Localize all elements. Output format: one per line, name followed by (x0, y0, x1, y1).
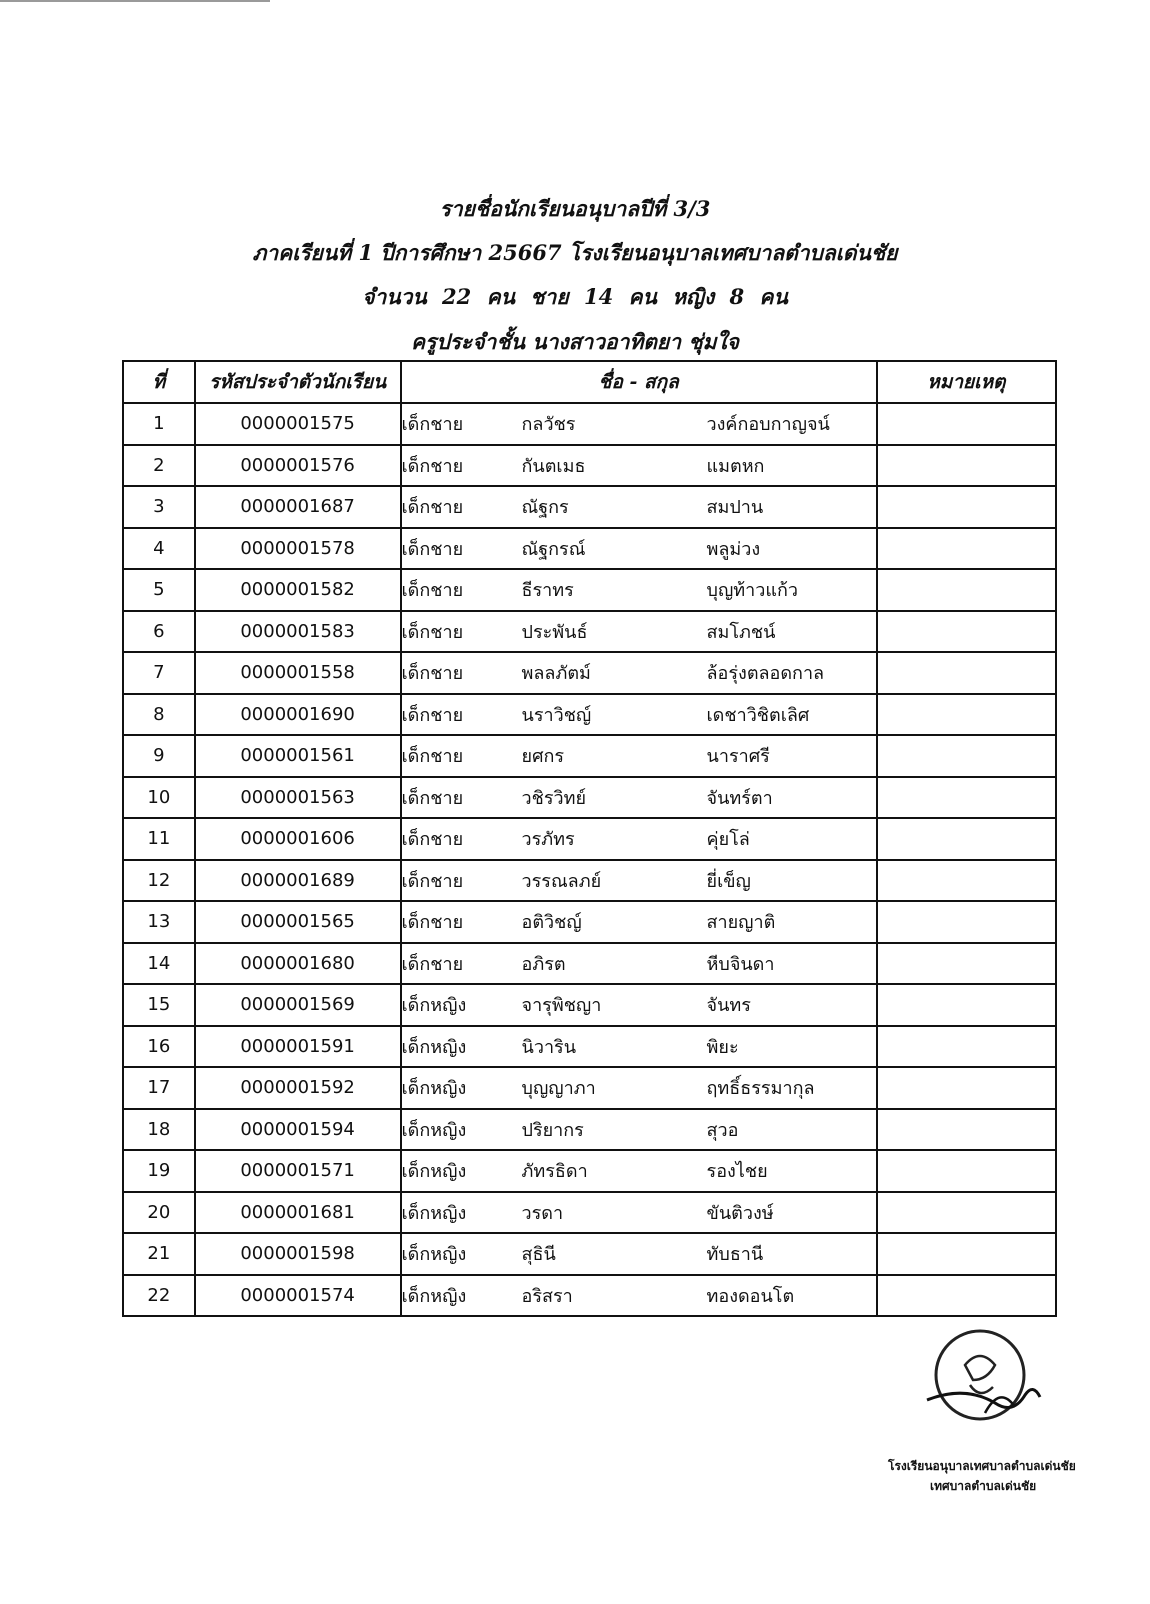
name-prefix: เด็กชาย (401, 787, 464, 809)
table-row (123, 1192, 1056, 1234)
student-full-name (401, 777, 877, 819)
row-number: 1 (123, 403, 195, 445)
student-full-name (401, 1067, 877, 1109)
first-name: นราวิชญ์ (521, 704, 592, 726)
note-cell (877, 611, 1056, 653)
name-prefix: เด็กชาย (401, 497, 464, 519)
name-prefix: เด็กชาย (401, 704, 464, 726)
student-full-name (401, 1192, 877, 1234)
last-name: สมปาน (706, 497, 764, 519)
last-name: คุ่ยโล่ (706, 829, 750, 851)
first-name: พลลภัตม์ (521, 663, 591, 685)
note-cell (877, 694, 1056, 736)
table-row (123, 1150, 1056, 1192)
student-full-name (401, 1150, 877, 1192)
student-id: 0000001690 (195, 694, 401, 736)
name-prefix: เด็กชาย (401, 953, 464, 975)
name-prefix: เด็กชาย (401, 538, 464, 560)
homeroom-teacher: ครูประจำชั้น นางสาวอาทิตยา ชุ่มใจ (411, 329, 739, 354)
student-full-name (401, 694, 877, 736)
student-id: 0000001578 (195, 528, 401, 570)
first-name: ปริยากร (521, 1119, 584, 1141)
name-prefix: เด็กชาย (401, 746, 464, 768)
note-cell (877, 486, 1056, 528)
student-full-name (401, 943, 877, 985)
name-prefix: เด็กหญิง (401, 1244, 467, 1266)
student-id: 0000001582 (195, 569, 401, 611)
last-name: หีบจินดา (706, 953, 775, 975)
row-number: 3 (123, 486, 195, 528)
row-number: 19 (123, 1150, 195, 1192)
row-number: 13 (123, 901, 195, 943)
table-row (123, 984, 1056, 1026)
student-id: 0000001598 (195, 1233, 401, 1275)
row-number: 18 (123, 1109, 195, 1151)
note-cell (877, 1026, 1056, 1068)
name-prefix: เด็กหญิง (401, 1202, 467, 1224)
note-cell (877, 569, 1056, 611)
first-name: อภิรต (521, 953, 566, 975)
table-row (123, 1067, 1056, 1109)
note-cell (877, 1233, 1056, 1275)
student-counts: จำนวน 22 คน ชาย 14 คน หญิง 8 คน (362, 284, 788, 309)
student-full-name (401, 735, 877, 777)
student-id: 0000001689 (195, 860, 401, 902)
table-body (123, 403, 1056, 1316)
first-name: จารุพิชญา (521, 995, 602, 1017)
student-id: 0000001558 (195, 652, 401, 694)
last-name: บุญท้าวแก้ว (706, 580, 798, 602)
student-full-name (401, 1275, 877, 1317)
student-id: 0000001561 (195, 735, 401, 777)
table-header-row (123, 361, 1056, 403)
row-number: 7 (123, 652, 195, 694)
table-row (123, 486, 1056, 528)
name-prefix: เด็กชาย (401, 870, 464, 892)
student-full-name (401, 569, 877, 611)
student-id: 0000001576 (195, 445, 401, 487)
table-row (123, 735, 1056, 777)
table-row (123, 528, 1056, 570)
note-cell (877, 1192, 1056, 1234)
scan-top-line (0, 0, 270, 2)
last-name: จันทร์ตา (706, 787, 773, 809)
note-cell (877, 735, 1056, 777)
last-name: สุวอ (706, 1119, 739, 1141)
table-row (123, 569, 1056, 611)
last-name: วงค์กอบกาญจน์ (706, 414, 830, 436)
table-row (123, 901, 1056, 943)
first-name: วรดา (521, 1202, 564, 1224)
name-prefix: เด็กชาย (401, 829, 464, 851)
student-id: 0000001565 (195, 901, 401, 943)
student-id: 0000001681 (195, 1192, 401, 1234)
last-name: ทองดอนโต (706, 1285, 795, 1307)
row-number: 14 (123, 943, 195, 985)
row-number: 4 (123, 528, 195, 570)
first-name: วรรณลภย์ (521, 870, 602, 892)
first-name: ณัฐกร (521, 497, 569, 519)
name-prefix: เด็กชาย (401, 580, 464, 602)
note-cell (877, 984, 1056, 1026)
last-name: พลูม่วง (706, 538, 761, 560)
row-number: 15 (123, 984, 195, 1026)
student-full-name (401, 984, 877, 1026)
student-full-name (401, 611, 877, 653)
page-title: รายชื่อนักเรียนอนุบาลปีที่ 3/3 (439, 196, 711, 221)
note-cell (877, 652, 1056, 694)
row-number: 5 (123, 569, 195, 611)
row-number: 11 (123, 818, 195, 860)
note-cell (877, 1109, 1056, 1151)
school-seal-stamp (925, 1325, 1045, 1435)
student-id: 0000001569 (195, 984, 401, 1026)
note-cell (877, 403, 1056, 445)
signature-municipality: เทศบาลตำบลเด่นชัย (930, 1479, 1037, 1493)
first-name: กลวัชร (521, 414, 576, 436)
first-name: กันตเมธ (521, 455, 586, 477)
name-prefix: เด็กหญิง (401, 1078, 467, 1100)
name-prefix: เด็กชาย (401, 912, 464, 934)
name-prefix: เด็กชาย (401, 621, 464, 643)
student-id: 0000001606 (195, 818, 401, 860)
last-name: รองไชย (706, 1161, 768, 1183)
note-cell (877, 1150, 1056, 1192)
student-full-name (401, 1233, 877, 1275)
last-name: สายญาติ (706, 912, 776, 934)
row-number: 6 (123, 611, 195, 653)
note-cell (877, 943, 1056, 985)
note-cell (877, 528, 1056, 570)
student-full-name (401, 445, 877, 487)
name-prefix: เด็กชาย (401, 455, 464, 477)
last-name: สมโภชน์ (706, 621, 776, 643)
student-id: 0000001583 (195, 611, 401, 653)
name-prefix: เด็กชาย (401, 414, 464, 436)
last-name: ทับธานี (706, 1244, 764, 1266)
row-number: 9 (123, 735, 195, 777)
last-name: ล้อรุ่งตลอดกาล (706, 663, 825, 685)
table-row (123, 1109, 1056, 1151)
table-row (123, 611, 1056, 653)
row-number: 2 (123, 445, 195, 487)
student-full-name (401, 652, 877, 694)
note-cell (877, 901, 1056, 943)
note-cell (877, 860, 1056, 902)
row-number: 10 (123, 777, 195, 819)
note-cell (877, 1275, 1056, 1317)
student-full-name (401, 1026, 877, 1068)
table-row (123, 943, 1056, 985)
row-number: 12 (123, 860, 195, 902)
note-cell (877, 445, 1056, 487)
last-name: นาราศรี (706, 746, 770, 768)
first-name: สุธินี (521, 1244, 556, 1266)
student-id: 0000001591 (195, 1026, 401, 1068)
table-row (123, 818, 1056, 860)
table-row (123, 860, 1056, 902)
table-row (123, 652, 1056, 694)
first-name: นิวาริน (521, 1036, 577, 1058)
student-id: 0000001687 (195, 486, 401, 528)
student-id: 0000001594 (195, 1109, 401, 1151)
last-name: พิยะ (706, 1036, 739, 1058)
student-full-name (401, 528, 877, 570)
row-number: 8 (123, 694, 195, 736)
last-name: เดชาวิชิตเลิศ (706, 704, 810, 726)
last-name: แมตหก (706, 455, 765, 477)
student-id: 0000001574 (195, 1275, 401, 1317)
student-id: 0000001563 (195, 777, 401, 819)
name-prefix: เด็กหญิง (401, 995, 467, 1017)
last-name: ฤทธิ์ธรรมากุล (706, 1078, 815, 1100)
name-prefix: เด็กหญิง (401, 1285, 467, 1307)
first-name: ณัฐกรณ์ (521, 538, 586, 560)
table-row (123, 694, 1056, 736)
student-full-name (401, 403, 877, 445)
table-row (123, 1275, 1056, 1317)
name-prefix: เด็กหญิง (401, 1119, 467, 1141)
first-name: บุญญาภา (521, 1078, 596, 1100)
first-name: อติวิชญ์ (521, 912, 582, 934)
signature-school-name: โรงเรียนอนุบาลเทศบาลตำบลเด่นชัย (888, 1459, 1076, 1473)
note-cell (877, 818, 1056, 860)
student-roster-table (122, 360, 1057, 1317)
student-full-name (401, 901, 877, 943)
student-full-name (401, 860, 877, 902)
table-row (123, 445, 1056, 487)
first-name: ธีราทร (521, 580, 574, 602)
table-row (123, 403, 1056, 445)
first-name: วชิรวิทย์ (521, 787, 587, 809)
student-id: 0000001680 (195, 943, 401, 985)
column-header-note: หมายเหตุ (877, 361, 1056, 403)
last-name: จันทร (706, 995, 751, 1017)
student-id: 0000001575 (195, 403, 401, 445)
column-header-name: ชื่อ - สกุล (401, 361, 877, 403)
student-full-name (401, 1109, 877, 1151)
first-name: ประพันธ์ (521, 621, 588, 643)
student-id: 0000001592 (195, 1067, 401, 1109)
first-name: วรภัทร (521, 829, 575, 851)
row-number: 20 (123, 1192, 195, 1234)
table-row (123, 777, 1056, 819)
last-name: ยี่เข็ญ (706, 870, 751, 892)
row-number: 17 (123, 1067, 195, 1109)
first-name: ภัทรธิดา (521, 1161, 588, 1183)
name-prefix: เด็กชาย (401, 663, 464, 685)
first-name: อริสรา (521, 1285, 573, 1307)
student-full-name (401, 486, 877, 528)
row-number: 16 (123, 1026, 195, 1068)
name-prefix: เด็กหญิง (401, 1036, 467, 1058)
note-cell (877, 777, 1056, 819)
last-name: ขันติวงษ์ (706, 1202, 774, 1224)
column-header-student-id: รหัสประจำตัวนักเรียน (195, 361, 401, 403)
first-name: ยศกร (521, 746, 565, 768)
column-header-number: ที่ (123, 361, 195, 403)
table-row (123, 1026, 1056, 1068)
row-number: 21 (123, 1233, 195, 1275)
table-row (123, 1233, 1056, 1275)
student-full-name (401, 818, 877, 860)
name-prefix: เด็กหญิง (401, 1161, 467, 1183)
student-id: 0000001571 (195, 1150, 401, 1192)
note-cell (877, 1067, 1056, 1109)
page-subtitle: ภาคเรียนที่ 1 ปีการศึกษา 25667 โรงเรียนอนุบาลเทศบาลตำบลเด่นชัย (252, 240, 898, 265)
row-number: 22 (123, 1275, 195, 1317)
